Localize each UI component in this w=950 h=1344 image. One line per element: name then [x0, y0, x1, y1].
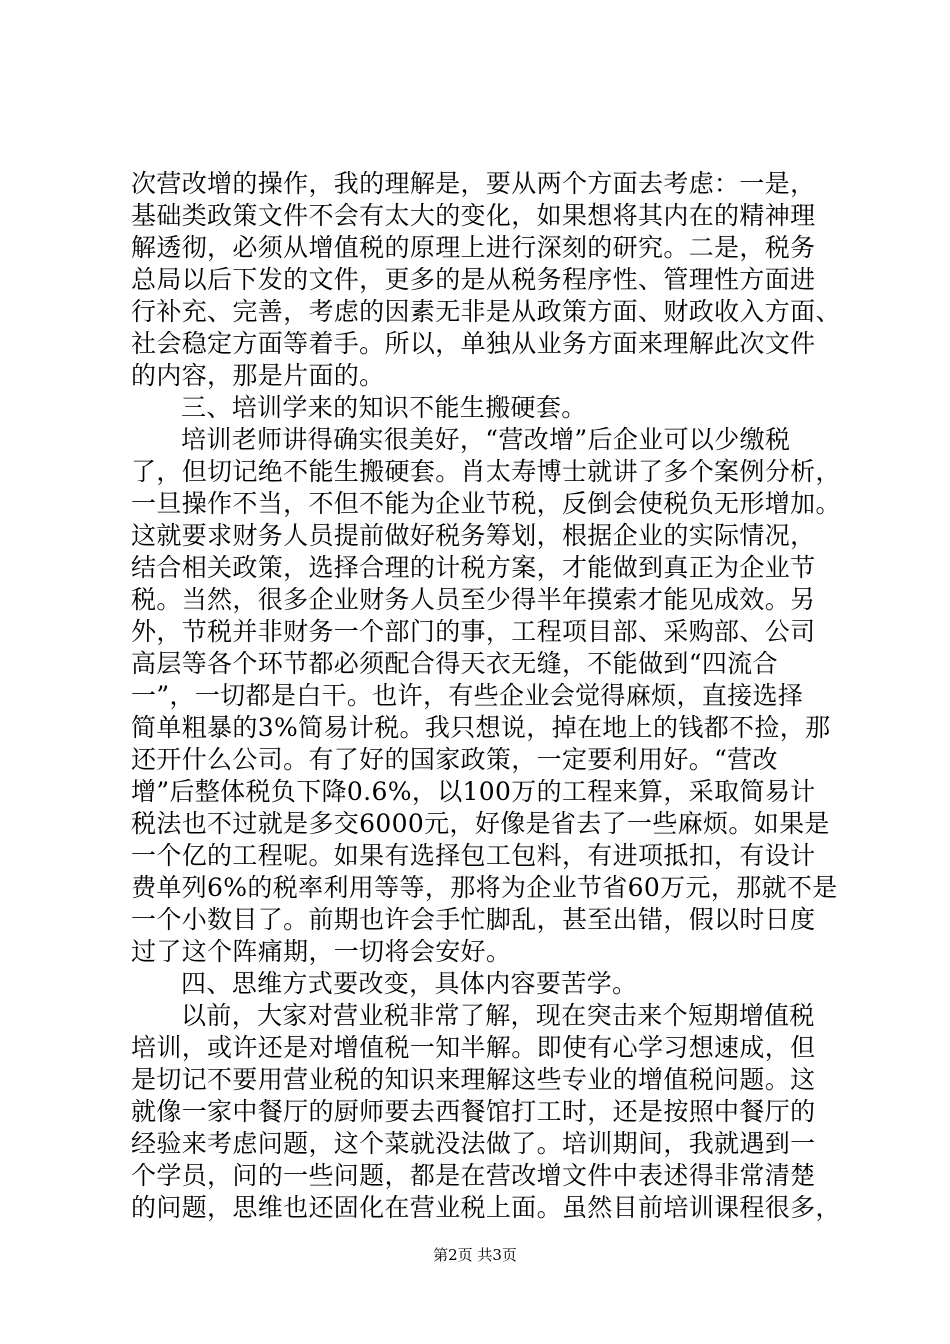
- section-heading: 三、培训学来的知识不能生搬硬套。: [181, 393, 587, 422]
- text-line: 的内容，那是片面的。: [131, 361, 385, 390]
- text-line: 了，但切记绝不能生搬硬套。肖太寿博士就讲了多个案例分析，: [131, 457, 841, 486]
- text-line: 解透彻，必须从增值税的原理上进行深刻的研究。二是，税务: [131, 233, 816, 262]
- text-line: 税。当然，很多企业财务人员至少得半年摸索才能见成效。另: [131, 585, 816, 614]
- text-line: 税法也不过就是多交6000元，好像是省去了一些麻烦。如果是: [131, 809, 830, 838]
- text-line: 过了这个阵痛期，一切将会安好。: [131, 937, 512, 966]
- text-line: 的问题，思维也还固化在营业税上面。虽然目前培训课程很多，: [131, 1193, 841, 1222]
- text-line: 一旦操作不当，不但不能为企业节税，反倒会使税负无形增加。: [131, 489, 841, 518]
- text-line: 是切记不要用营业税的知识来理解这些专业的增值税问题。这: [131, 1065, 816, 1094]
- text-line: 一个亿的工程呢。如果有选择包工包料，有进项抵扣，有设计: [131, 841, 816, 870]
- text-line: 就像一家中餐厅的厨师要去西餐馆打工时，还是按照中餐厅的: [131, 1097, 816, 1126]
- text-line: 高层等各个环节都必须配合得天衣无缝，不能做到“四流合: [131, 649, 778, 678]
- text-line: 费单列6%的税率利用等等，那将为企业节省60万元，那就不是: [131, 873, 838, 902]
- text-line: 总局以后下发的文件，更多的是从税务程序性、管理性方面进: [131, 265, 816, 294]
- text-line: 这就要求财务人员提前做好税务筹划，根据企业的实际情况，: [131, 521, 816, 550]
- text-line: 行补充、完善，考虑的因素无非是从政策方面、财政收入方面、: [131, 297, 841, 326]
- text-line: 增”后整体税负下降0.6%，以100万的工程来算，采取简易计: [131, 777, 816, 806]
- section-heading: 四、思维方式要改变，具体内容要苦学。: [181, 969, 638, 998]
- text-line: 培训，或许还是对增值税一知半解。即使有心学习想速成，但: [131, 1033, 816, 1062]
- text-line: 培训老师讲得确实很美好，“营改增”后企业可以少缴税: [181, 425, 791, 454]
- text-line: 还开什么公司。有了好的国家政策，一定要利用好。“营改: [131, 745, 778, 774]
- text-line: 基础类政策文件不会有太大的变化，如果想将其内在的精神理: [131, 201, 816, 230]
- text-line: 以前，大家对营业税非常了解，现在突击来个短期增值税: [181, 1001, 815, 1030]
- text-line: 社会稳定方面等着手。所以，单独从业务方面来理解此次文件: [131, 329, 816, 358]
- text-line: 经验来考虑问题，这个菜就没法做了。培训期间，我就遇到一: [131, 1129, 816, 1158]
- page-number: 第2页 共3页: [433, 1246, 517, 1264]
- text-line: 一”，一切都是白干。也许，有些企业会觉得麻烦，直接选择: [131, 681, 804, 710]
- text-line: 结合相关政策，选择合理的计税方案，才能做到真正为企业节: [131, 553, 816, 582]
- text-line: 外，节税并非财务一个部门的事，工程项目部、采购部、公司: [131, 617, 816, 646]
- text-line: 次营改增的操作，我的理解是，要从两个方面去考虑：一是，: [131, 169, 816, 198]
- text-line: 一个小数目了。前期也许会手忙脚乱，甚至出错，假以时日度: [131, 905, 816, 934]
- text-line: 简单粗暴的3%简易计税。我只想说，掉在地上的钱都不捡，那: [131, 713, 831, 742]
- text-line: 个学员，问的一些问题，都是在营改增文件中表述得非常清楚: [131, 1161, 816, 1190]
